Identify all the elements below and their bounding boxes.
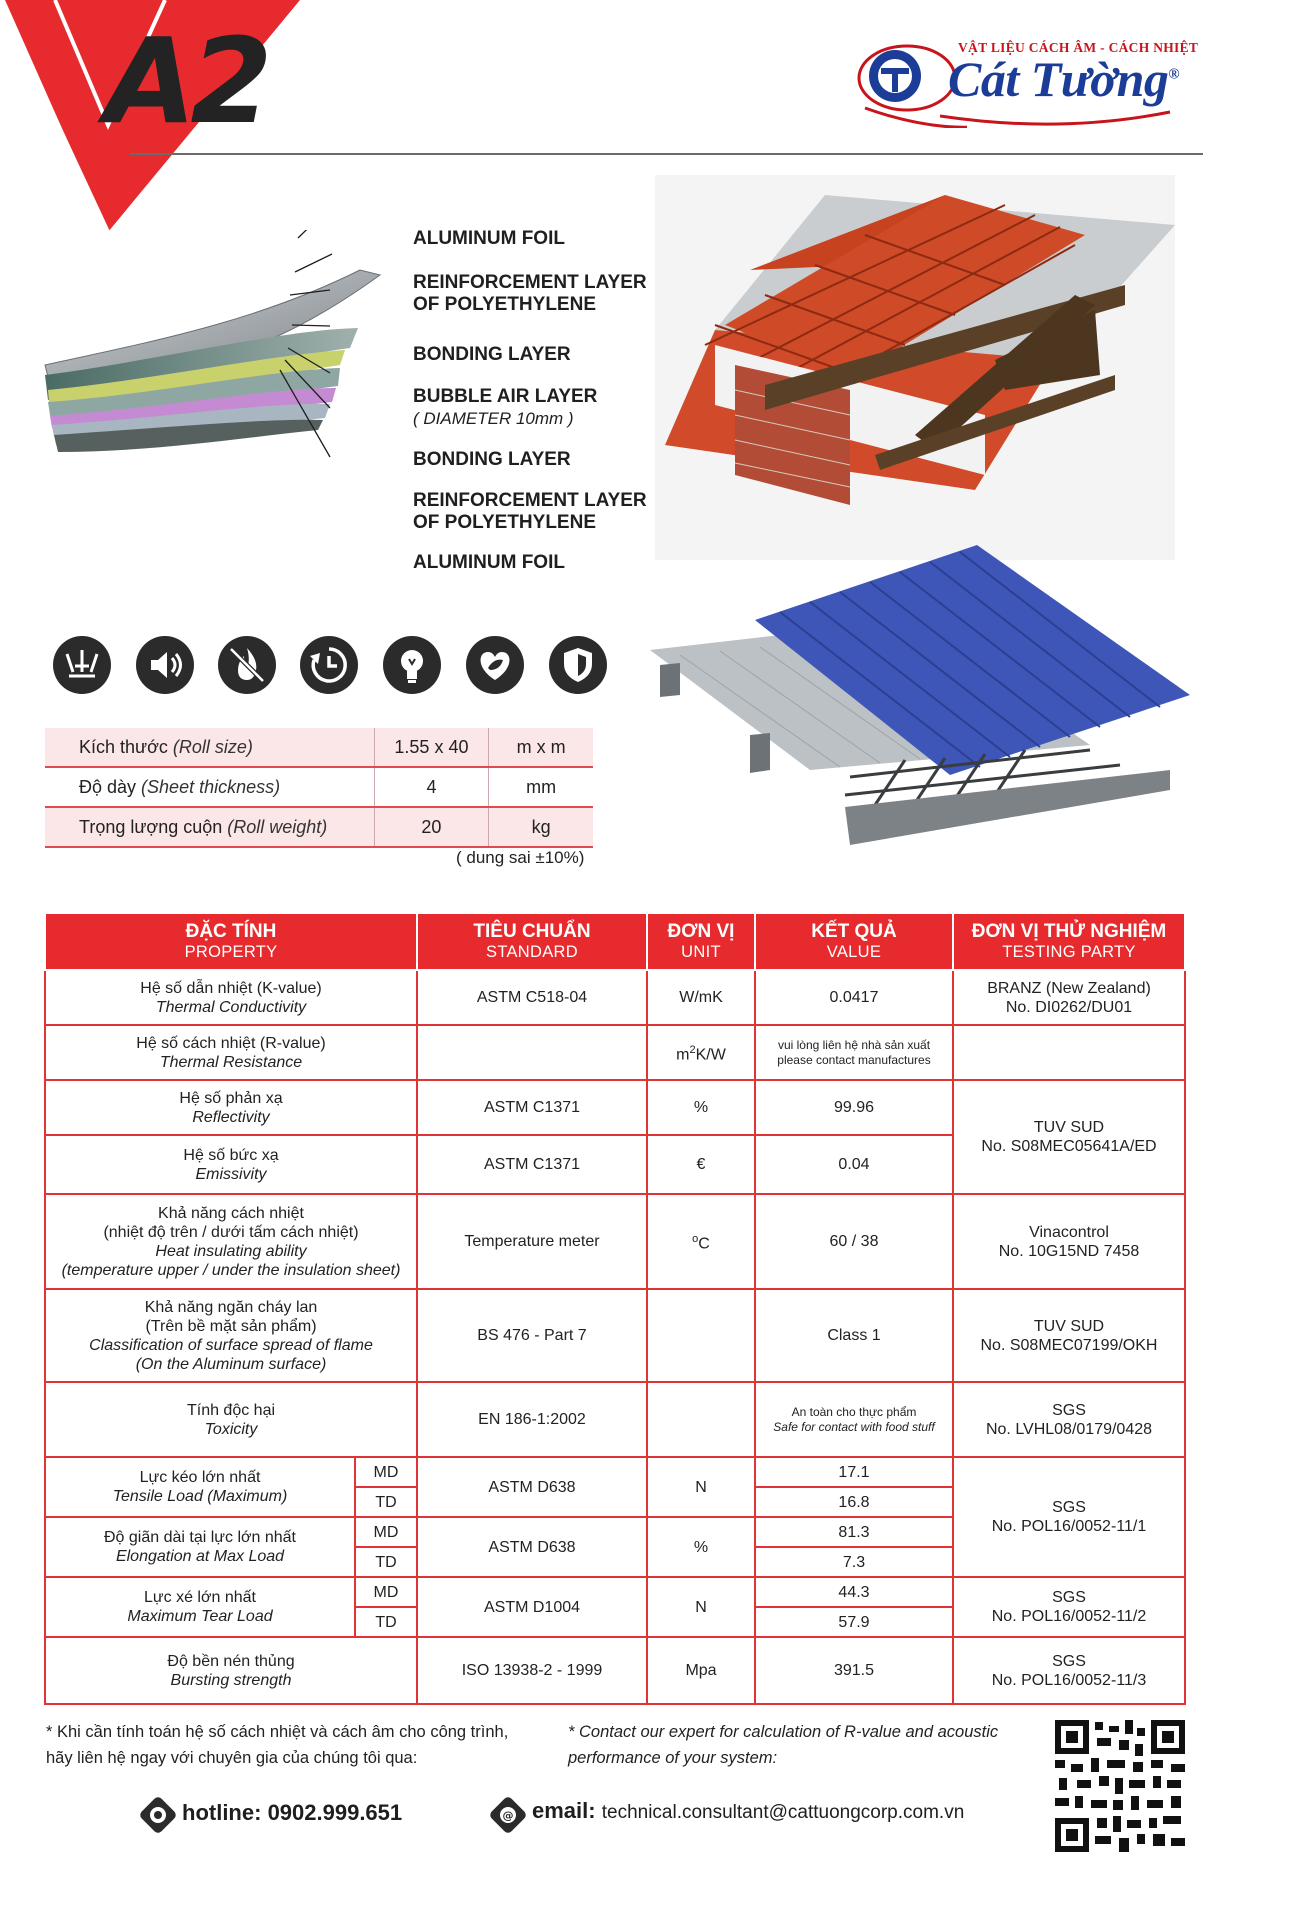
protection-icon	[549, 636, 607, 694]
email[interactable]: email: technical.consultant@cattuongcorp.com.vn	[532, 1798, 965, 1823]
spec-row-roll-weight: Trọng lượng cuộn (Roll weight) 20 kg	[45, 807, 593, 847]
row-emissivity: Hệ số bức xạ Emissivity ASTM C1371 € 0.04	[45, 1135, 1185, 1194]
layer-label-reinforcement-bottom: REINFORCEMENT LAYER OF POLYETHYLENE	[413, 490, 647, 533]
tiled-roof-illustration	[655, 175, 1175, 560]
spec-row-roll-size: Kích thước (Roll size) 1.55 x 40 m x m	[45, 728, 593, 767]
row-elongation-md: Độ giãn dài tại lực lớn nhất Elongation at Max Load MD ASTM D638 % 81.3	[45, 1517, 1185, 1547]
layer-label-bubble-air: BUBBLE AIR LAYER ( DIAMETER 10mm )	[413, 386, 598, 428]
layer-label-bonding-top: BONDING LAYER	[413, 344, 571, 365]
layer-label-bonding-bottom: BONDING LAYER	[413, 449, 571, 470]
sound-icon	[136, 636, 194, 694]
row-bursting: Độ bền nén thủng Bursting strength ISO 13938-2 - 1999 Mpa 391.5 SGS No. POL16/0052-11/3	[45, 1637, 1185, 1704]
row-toxicity: Tính độc hại Toxicity EN 186-1:2002 An toàn cho thực phẩm Safe for contact with food stuff SGS No. LVHL08/0179/0428	[45, 1382, 1185, 1457]
svg-text:@: @	[502, 1809, 514, 1822]
header-testing-party: ĐƠN VỊ THỬ NGHIỆM TESTING PARTY	[953, 913, 1185, 970]
hotline[interactable]: hotline: 0902.999.651	[182, 1800, 403, 1825]
energy-saving-icon	[383, 636, 441, 694]
eco-friendly-icon	[466, 636, 524, 694]
phone-icon	[140, 1797, 176, 1833]
properties-table	[44, 912, 1186, 1705]
metal-deck-illustration	[650, 545, 1190, 860]
row-elongation-td: TD 7.3	[45, 1547, 1185, 1577]
tolerance-note: ( dung sai ±10%)	[456, 848, 585, 867]
layer-label-aluminum-foil-top: ALUMINUM FOIL	[413, 228, 565, 249]
row-flame-spread: Khả năng ngăn cháy lan (Trên bề mặt sản phẩm) Classification of surface spread of flame (On the Aluminum surface) BS 476 - Part 7 Class 1 TUV SUD No. S08MEC07199/OKH	[45, 1289, 1185, 1382]
row-tensile-td: TD 16.8	[45, 1487, 1185, 1517]
spec-row-thickness: Độ dày (Sheet thickness) 4 mm	[45, 767, 593, 807]
brand-tagline: VẬT LIỆU CÁCH ÂM - CÁCH NHIỆT	[958, 40, 1199, 55]
note-vietnamese: * Khi cần tính toán hệ số cách nhiệt và cách âm cho công trình, hãy liên hệ ngay với chuyên gia của chúng tôi qua:	[46, 1723, 509, 1767]
header-standard: TIÊU CHUẨN STANDARD	[417, 913, 647, 970]
row-r-value: Hệ số cách nhiệt (R-value) Thermal Resistance $m^2K/W$ vui lòng liên hệ nhà sản xuất please contact manufactures	[45, 1025, 1185, 1080]
properties-header-row	[45, 913, 1185, 970]
header-unit: ĐƠN VỊ UNIT	[647, 913, 755, 970]
row-tear-td: TD 57.9	[45, 1607, 1185, 1637]
fire-resistant-icon	[218, 636, 276, 694]
header-value: KẾT QUẢ VALUE	[755, 913, 953, 970]
durability-icon	[300, 636, 358, 694]
brand-swoosh	[940, 110, 1180, 130]
email-icon	[490, 1797, 526, 1833]
row-tear-md: Lực xé lớn nhất Maximum Tear Load MD ASTM D1004 N 44.3 SGS No. POL16/0052-11/2	[45, 1577, 1185, 1607]
row-tensile-md: Lực kéo lớn nhất Tensile Load (Maximum) MD ASTM D638 N 17.1 SGS No. POL16/0052-11/1	[45, 1457, 1185, 1487]
layer-label-aluminum-foil-bottom: ALUMINUM FOIL	[413, 552, 565, 573]
insulation-icon	[53, 636, 111, 694]
brand-name: Cát Tường®	[948, 51, 1180, 107]
roll-spec-table	[45, 728, 593, 848]
product-code: A2	[105, 12, 267, 150]
row-k-value: Hệ số dẫn nhiệt (K-value) Thermal Conductivity ASTM C518-04 W/mK 0.0417 BRANZ (New Zealand) No. DI0262/DU01	[45, 970, 1185, 1025]
note-english: * Contact our expert for calculation of R-value and acoustic performance of your system:	[568, 1723, 999, 1767]
row-reflectivity: Hệ số phản xạ Reflectivity ASTM C1371 % 99.96 TUV SUD No. S08MEC05641A/ED	[45, 1080, 1185, 1135]
foil-layers-illustration	[40, 230, 420, 590]
qr-code[interactable]	[1055, 1720, 1185, 1852]
header-property: ĐẶC TÍNH PROPERTY	[45, 913, 417, 970]
layer-label-reinforcement-top: REINFORCEMENT LAYER OF POLYETHYLENE	[413, 272, 647, 315]
row-heat-insulation: Khả năng cách nhiệt (nhiệt độ trên / dưới tấm cách nhiệt) Heat insulating ability (temperature upper / under the insulation sheet) Temperature meter $^o$C 60 / 38 Vinacontrol No. 10G15ND 7458	[45, 1194, 1185, 1289]
header-divider	[130, 153, 1203, 155]
